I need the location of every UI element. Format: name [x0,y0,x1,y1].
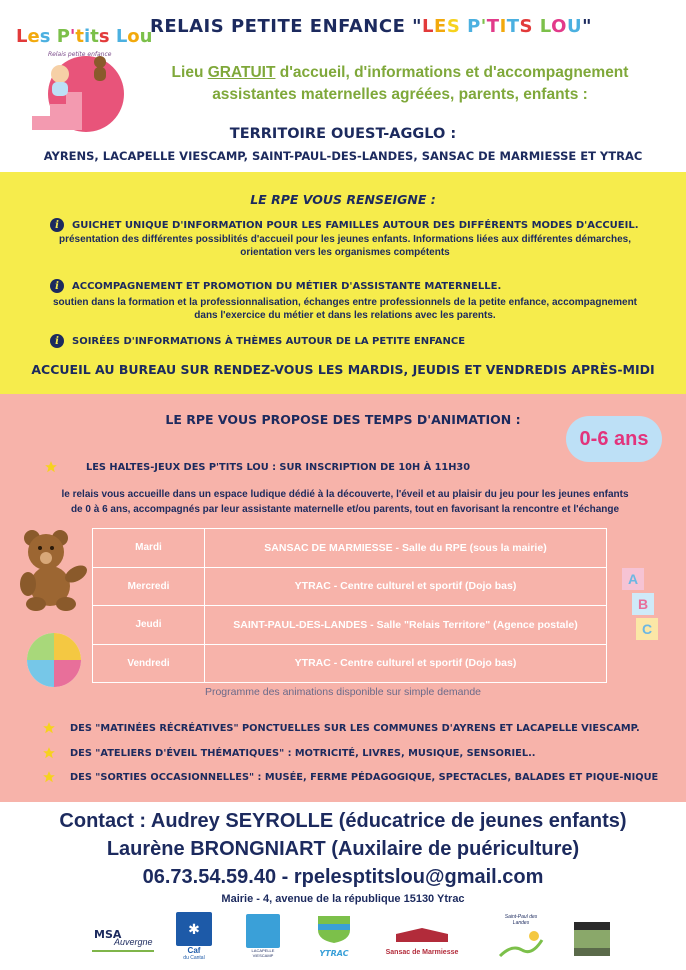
info-item-title-text: SOIRÉES D'INFORMATIONS À THÈMES AUTOUR DE LA PETITE ENFANCE [72,335,466,347]
partner-photo-logo [574,922,610,956]
title-prefix: RELAIS PETITE ENFANCE " [150,16,423,37]
info-section [0,172,686,394]
teddy-bear-icon [14,528,92,612]
caf-logo [176,912,212,964]
caf-sub: du Cantal [183,955,205,961]
info-desc-line: orientation vers les organismes compétents [240,247,450,258]
schedule-row [93,644,607,683]
star-icon [42,770,56,784]
contact-line: Contact : Audrey SEYROLLE (éducatrice de jeunes enfants) [59,810,627,832]
msa-prefix: MSA [94,928,122,941]
baby-body [52,82,68,96]
logo-text: Les P'tits Lou [16,26,153,47]
saint-paul-logo [498,914,544,962]
title-letter: L [422,16,435,37]
lacapelle-name: LACAPELLE VIESCAMP [251,948,275,958]
info-desc-line: soutien dans la formation et la professionnalisation, échanges entre professionnels de la petite enfance, accompagnement [52,297,638,308]
schedule-place: YTRAC - Centre culturel et sportif (Dojo bas) [205,567,607,606]
subtitle [130,62,670,106]
info-item-desc [20,296,670,322]
ytrac-name: YTRAC [319,949,349,958]
caf-emblem-icon: ✱ [176,912,212,946]
title-letter: O [551,16,567,37]
contact-section [0,802,686,970]
title-letter: I [499,16,507,37]
beach-ball-icon [26,632,82,688]
haltes-desc-line: le relais vous accueille dans un espace ludique dédié à la découverte, l'éveil et au plaisir du jeu pour les jeunes enfants [61,489,629,500]
schedule-place: SAINT-PAUL-DES-LANDES - Salle "Relais Territore" (Agence postale) [205,606,607,645]
info-icon: i [50,218,64,232]
sansac-building-icon [382,926,462,944]
abc-blocks [620,566,668,642]
subtitle-rest: d'accueil, d'informations et d'accompagnement [275,64,629,81]
block-a: A [622,568,644,590]
subtitle-line-2: assistantes maternelles agréées, parents, enfants : [212,86,588,103]
schedule-table [92,528,607,683]
schedule-day: Mardi [93,529,205,568]
page-title [150,16,670,37]
haltes-desc [20,487,670,517]
info-item-title [50,279,501,293]
title-letter: P [467,16,481,37]
title-suffix: " [582,16,592,37]
address: Mairie - 4, avenue de la république 15130 Ytrac [221,893,465,905]
contact-line: Laurène BRONGNIART (Auxilaire de puériculture) [106,838,580,860]
title-letter: S [446,16,461,37]
msa-logo [92,926,154,958]
header [0,0,686,172]
subtitle-lead: Lieu [171,64,208,81]
program-note: Programme des animations disponible sur simple demande [204,686,482,698]
title-letter: U [566,16,583,37]
block-c: C [636,618,658,640]
extra-activity: DES "ATELIERS D'ÉVEIL THÉMATIQUES" : MOTRICITÉ, LIVRES, MUSIQUE, SENSORIEL.. [70,748,536,759]
info-icon: i [50,334,64,348]
sansac-name: Sansac de Marmiesse [385,949,459,956]
title-letter: S [519,16,534,37]
info-item-title [50,334,465,348]
saint-paul-name: Saint-Paul des Landes [504,914,538,926]
schedule-day: Mercredi [93,567,205,606]
title-letter: L [539,16,552,37]
sansac-logo [382,926,462,958]
title-letter: ' [480,16,487,37]
lacapelle-logo [246,914,280,962]
extra-activity: DES "MATINÉES RÉCRÉATIVES" PONCTUELLES SUR LES COMMUNES D'AYRENS ET LACAPELLE VIESCAMP. [70,723,640,734]
star-icon [42,746,56,760]
contact-phone-email[interactable]: 06.73.54.59.40 - rpelesptitslou@gmail.com [142,866,544,888]
extra-activity: DES "SORTIES OCCASIONNELLES" : MUSÉE, FERME PÉDAGOGIQUE, SPECTACLES, BALADES ET PIQUE-NIQUE [70,772,659,783]
info-icon: i [50,279,64,293]
office-hours: ACCUEIL AU BUREAU SUR RENDEZ-VOUS LES MARDIS, JEUDIS ET VENDREDIS APRÈS-MIDI [31,362,655,377]
animation-section [0,394,686,802]
ytrac-logo [314,914,354,964]
teddy-body [94,67,106,81]
info-item-title-text: GUICHET UNIQUE D'INFORMATION POUR LES FAMILLES AUTOUR DES DIFFÉRENTS MODES D'ACCUEIL. [72,219,639,231]
schedule-row [93,606,607,645]
info-heading: LE RPE VOUS RENSEIGNE : [250,192,436,207]
schedule-row [93,567,607,606]
title-letter: T [506,16,520,37]
subtitle-highlight: GRATUIT [207,64,276,81]
title-letter: T [486,16,500,37]
info-item-desc [20,233,670,259]
rpe-logo [12,12,153,136]
info-desc-line: présentation des différentes possiblités d'accueil pour les jeunes enfants. Informations liées aux différentes démarches, [59,234,631,245]
haltes-title: LES HALTES-JEUX DES P'TITS LOU : SUR INSCRIPTION DE 10H À 11H30 [86,462,471,473]
territory-title: TERRITOIRE OUEST-AGGLO : [229,126,457,142]
schedule-row [93,529,607,568]
star-icon [42,721,56,735]
baby-head [51,65,69,83]
age-badge: 0-6 ans [566,416,662,462]
block-b: B [632,593,654,615]
saint-paul-landscape-icon [498,926,544,960]
logo-tagline: Relais petite enfance [48,51,112,58]
ytrac-shield-icon [314,914,354,944]
schedule-place: YTRAC - Centre culturel et sportif (Dojo bas) [205,644,607,683]
info-item-title-text: ACCOMPAGNEMENT ET PROMOTION DU MÉTIER D'ASSISTANTE MATERNELLE. [72,280,502,292]
info-item-title [50,218,639,232]
msa-name: Auvergne [114,937,153,947]
schedule-day: Jeudi [93,606,205,645]
info-desc-line: dans l'exercice du métier et dans les relations avec les parents. [194,310,496,321]
title-letter: E [434,16,447,37]
haltes-desc-line: de 0 à 6 ans, accompagnés par leur assistante maternelle et/ou parents, tout en favorisant la rencontre et l'échange [70,504,620,515]
schedule-day: Vendredi [93,644,205,683]
title-letter [533,16,540,37]
schedule-place: SANSAC DE MARMIESSE - Salle du RPE (sous la mairie) [205,529,607,568]
territory-towns: AYRENS, LACAPELLE VIESCAMP, SAINT-PAUL-DES-LANDES, SANSAC DE MARMIESSE ET YTRAC [43,149,643,163]
animation-heading: LE RPE VOUS PROPOSE DES TEMPS D'ANIMATION : [165,412,521,427]
star-icon [44,460,58,474]
caf-name: Caf [187,946,201,955]
